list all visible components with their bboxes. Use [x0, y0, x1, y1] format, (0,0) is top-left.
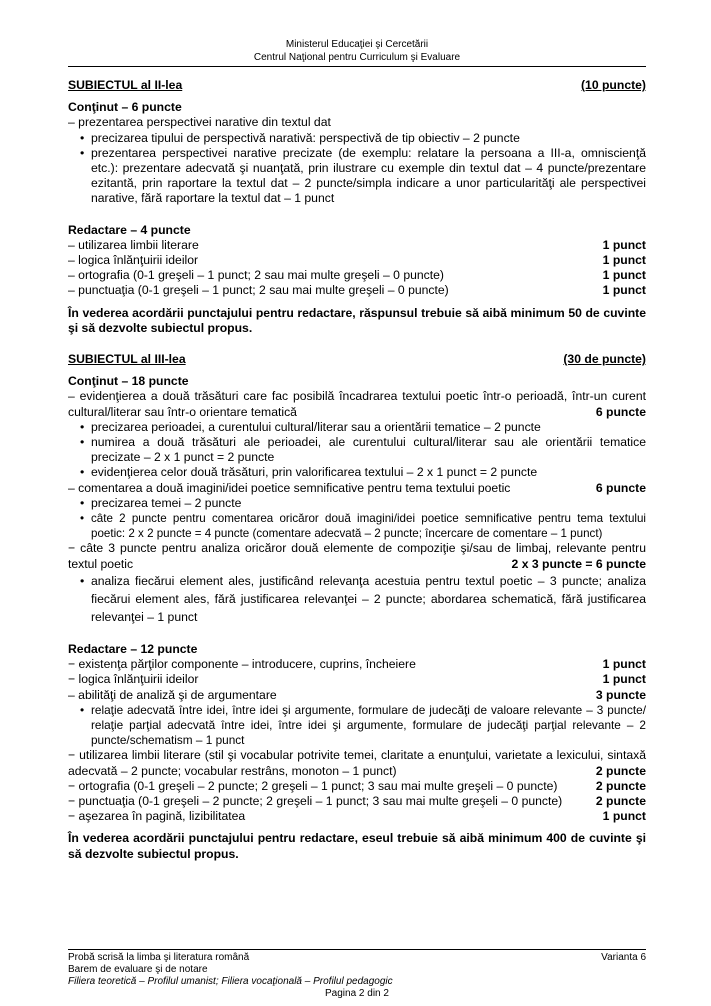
s3-redactare-row: – abilităţi de analiză şi de argumentare 3 puncte: [68, 687, 646, 702]
s3-note: În vederea acordării punctajului pentru redactare, eseul trebuie să aibă minimum 400 de cuvinte şi să dezvolte subiectul propus.: [68, 831, 646, 861]
ministry-name: Ministerul Educaţiei şi Cercetării: [285, 39, 429, 50]
s3-item-2: – comentarea a două imagini/idei poetice semnificative pentru tema textului poetic 6 puncte: [68, 480, 646, 495]
s3-redactare-row: − punctuaţia (0-1 greşeli – 2 puncte; 2 greşeli – 1 punct; 3 sau mai multe greşeli – 0 puncte) 2 puncte: [68, 793, 646, 808]
s3-item-2-bullet: • precizarea temei – 2 puncte: [68, 496, 646, 511]
s3-item-1-points: 6 puncte: [595, 404, 646, 419]
s3-r4-points: 2 puncte: [595, 763, 646, 778]
s3-redactare-bullet: • relaţie adecvată între idei, între idei şi argumente, formulare de judecăţi de valoare relevante – 3 puncte/ relaţie parţial adecvată între idei, între idei şi argumente, formulare de judecăţi parţial relevante – 2 puncte/schematism – 1 punct: [68, 703, 646, 749]
s3-item-1: – evidenţierea a două trăsături care fac posibilă încadrarea textului poetic într-o perioadă, într-un curent cultural/literar sau într-o orientare tematică 6 puncte: [68, 389, 646, 419]
s2-redactare-row: – utilizarea limbii literare 1 punct: [68, 237, 646, 252]
s2-continut-title: Conţinut – 6 puncte: [68, 100, 182, 115]
s3-item-1-bullet: • evidenţierea celor două trăsături, prin valorificarea textului – 2 x 1 punct = 2 puncte: [68, 465, 646, 480]
header-divider: [68, 66, 646, 67]
s2-note: În vederea acordării punctajului pentru redactare, răspunsul trebuie să aibă minimum 50 de cuvinte şi să dezvolte subiectul propus.: [68, 305, 646, 335]
footer-exam-name: Probă scrisă la limba şi literatura română: [68, 952, 250, 963]
footer-variant: Varianta 6: [601, 952, 646, 963]
s2-redactare-row: – ortografia (0-1 greşeli – 1 punct; 2 sau mai multe greşeli – 0 puncte) 1 punct: [68, 268, 646, 283]
page-footer: [68, 952, 646, 1000]
s3-redactare-row: − utilizarea limbii literare (stil şi vocabular potrivite temei, claritate a enunţului, varietate a lexicului, sintaxă adecvată – 2 puncte; vocabular restrâns, monoton – 1 punct) 2 puncte: [68, 748, 646, 778]
s3-item-3-points: 2 x 3 puncte = 6 puncte: [511, 556, 646, 571]
s3-redactare-row: − ortografia (0-1 greşeli – 2 puncte; 2 greşeli – 1 punct; 3 sau mai multe greşeli – 0 puncte) 2 puncte: [68, 778, 646, 793]
s2-redactare-row: – logica înlănţuirii ideilor 1 punct: [68, 253, 646, 268]
s3-redactare-row: − logica înlănţuirii ideilor 1 punct: [68, 672, 646, 687]
s3-item-3-bullet: • analiza fiecărui element ales, justificând relevanţa acestuia pentru textul poetic – 3 puncte; analiza fiecărui element ales, fără justificarea relevanţei – 2 puncte; abordarea schematică, fără justificarea relevanţei – 1 punct: [68, 572, 646, 626]
section-2-points: (10 puncte): [580, 78, 646, 92]
s2-continut-item: – prezentarea perspectivei narative din textul dat: [68, 115, 331, 130]
s2-redactare-row: – punctuaţia (0-1 greşeli – 1 punct; 2 sau mai multe greşeli – 0 puncte) 1 punct: [68, 283, 646, 298]
section-2-heading: SUBIECTUL al II-lea: [68, 78, 183, 92]
s2-bullet-2: • prezentarea perspectivei narative precizate (de exemplu: relatare la persoana a III-a, omniscienţă etc.): prezentare adecvată şi nuanţată, prin ilustrare cu exemple din textul dat – 4 puncte/prezentare ezitantă, prin raportare la textul dat – 2 puncte/simpla indicare a unor particularităţi ale perspectivei narative, fără raportare la textul dat – 1 punct: [68, 146, 646, 207]
section-3-heading: SUBIECTUL al III-lea: [68, 352, 186, 367]
s3-redactare-row: − aşezarea în pagină, lizibilitatea 1 punct: [68, 809, 646, 824]
s3-item-1-bullet: • precizarea perioadei, a curentului cultural/literar sau a orientării tematice – 2 puncte: [68, 420, 646, 435]
s2-redactare-title: Redactare – 4 puncte: [68, 222, 191, 237]
footer-barem: Barem de evaluare şi de notare: [68, 964, 208, 975]
s3-item-2-bullet: • câte 2 puncte pentru comentarea oricăror două imagini/idei poetice semnificative pentru tema textului poetic: 2 x 2 puncte = 4 puncte (comentare adecvată – 2 puncte; încercare de comentare – 1 punct): [68, 511, 646, 541]
footer-page-number: Pagina 2 din 2: [325, 988, 389, 999]
document-body: [68, 78, 646, 862]
s3-redactare-title: Redactare – 12 puncte: [68, 641, 198, 656]
footer-profile: Filiera teoretică – Profilul umanist; Filiera vocaţională – Profilul pedagogic: [68, 976, 393, 987]
s3-continut-title: Conţinut – 18 puncte: [68, 374, 189, 389]
s2-bullet-1: • precizarea tipului de perspectivă narativă: perspectivă de tip obiectiv – 2 puncte: [68, 131, 646, 146]
footer-divider: [68, 949, 646, 950]
s3-item-3: − câte 3 puncte pentru analiza oricăror două elemente de compoziţie şi/sau de limbaj, relevante pentru textul poetic 2 x 3 puncte = 6 puncte: [68, 541, 646, 571]
center-name: Centrul Naţional pentru Curriculum şi Evaluare: [253, 52, 461, 63]
section-2-title: [68, 78, 646, 93]
page-header: [68, 38, 646, 64]
section-3-points: (30 de puncte): [563, 352, 646, 367]
s3-redactare-row: − existenţa părţilor componente – introducere, cuprins, încheiere 1 punct: [68, 657, 646, 672]
section-3-title: [68, 352, 646, 367]
s3-item-1-bullet: • numirea a două trăsături ale perioadei, ale curentului cultural/literar sau ale orientării tematice precizate – 2 x 1 punct = 2 puncte: [68, 435, 646, 465]
